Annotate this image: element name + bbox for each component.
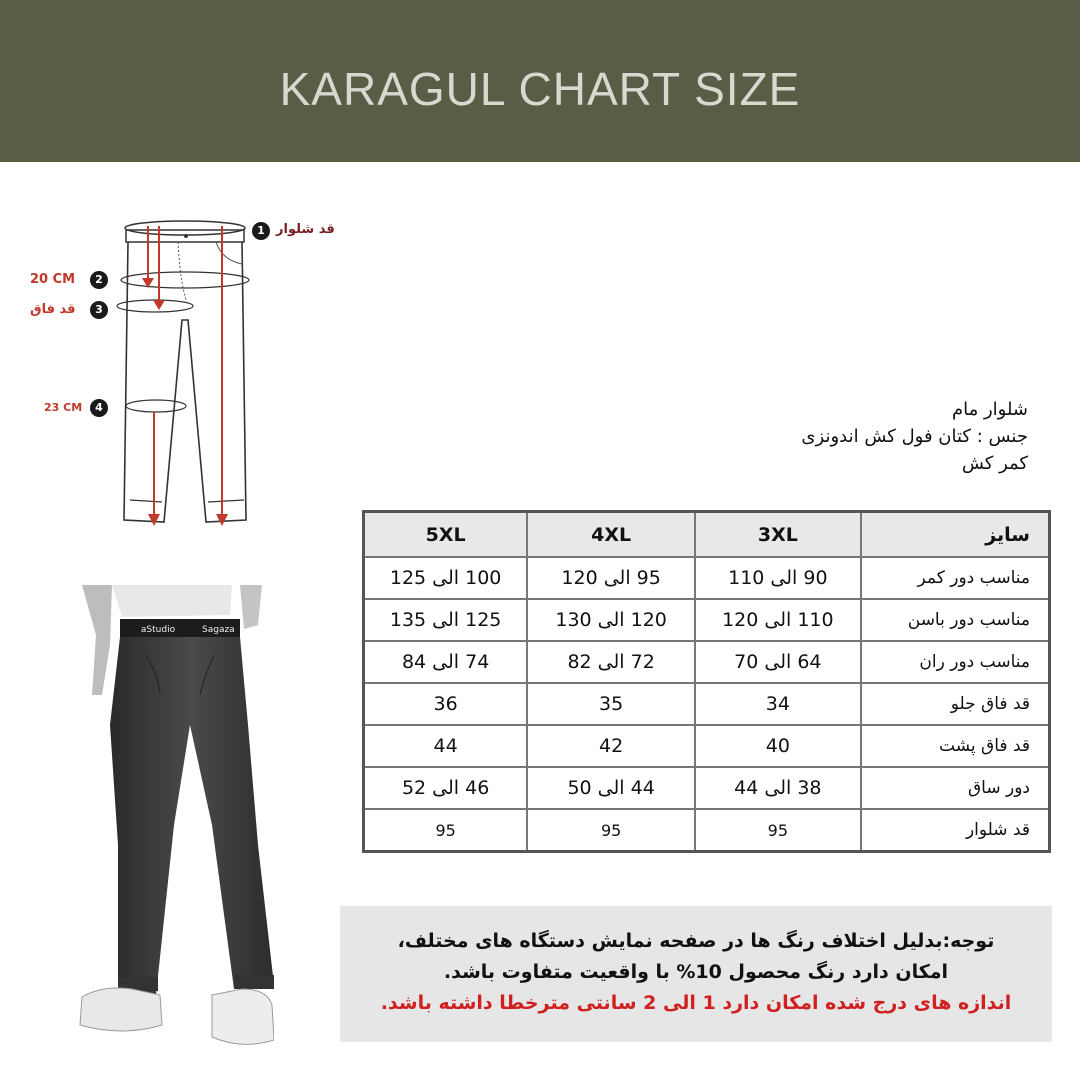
header-5xl: 5XL [364,512,528,558]
cell-4xl: 72 الی 82 [527,641,695,683]
badge-4: 4 [90,399,108,417]
cell-4xl: 95 [527,809,695,852]
label-pants-length: قد شلوار [276,222,335,237]
model-photo [62,585,274,1065]
cell-4xl: 35 [527,683,695,725]
cell-5xl: 46 الی 52 [364,767,528,809]
cell-3xl: 64 الی 70 [695,641,861,683]
label-hip-cm: 20 CM [30,272,76,287]
row-label: قد فاق جلو [861,683,1050,725]
badge-1: 1 [252,222,270,240]
table-row [364,809,1050,852]
cell-3xl: 110 الی 120 [695,599,861,641]
header-size: سایز [861,512,1050,558]
row-label: مناسب دور ران [861,641,1050,683]
cell-4xl: 95 الی 120 [527,557,695,599]
pants-measurement-diagram [20,200,360,540]
cell-3xl: 40 [695,725,861,767]
table-row [364,557,1050,599]
row-label: دور ساق [861,767,1050,809]
table-row [364,767,1050,809]
product-material: جنس : کتان فول کش اندونزی [801,426,1028,447]
table-row [364,641,1050,683]
header-4xl: 4XL [527,512,695,558]
label-rise: قد فاق [30,302,76,317]
note-warning-line: اندازه های درج شده امکان دارد 1 الی 2 سانتی مترخطا داشته باشد. [380,992,1012,1014]
page-title: KARAGUL CHART SIZE [279,63,801,115]
row-label: قد شلوار [861,809,1050,852]
table-row [364,683,1050,725]
waistband-text-left: aStudio [140,625,176,635]
cell-5xl: 100 الی 125 [364,557,528,599]
cell-4xl: 120 الی 130 [527,599,695,641]
cell-5xl: 44 [364,725,528,767]
cell-4xl: 44 الی 50 [527,767,695,809]
note-line-2: امکان دارد رنگ محصول 10% با واقعیت متفاوت باشد. [443,961,949,983]
waistband-text-right: Sagaza [202,625,235,635]
row-label: مناسب دور باسن [861,599,1050,641]
row-label: مناسب دور کمر [861,557,1050,599]
badge-3: 3 [90,301,108,319]
header-banner [0,0,1080,162]
label-thigh-cm: 23 CM [44,401,83,414]
cell-3xl: 34 [695,683,861,725]
product-waist: کمر کش [961,453,1028,474]
table-row [364,725,1050,767]
table-header-row [364,512,1050,558]
header-3xl: 3XL [695,512,861,558]
cell-5xl: 36 [364,683,528,725]
cell-5xl: 74 الی 84 [364,641,528,683]
cell-5xl: 95 [364,809,528,852]
cell-3xl: 90 الی 110 [695,557,861,599]
cell-3xl: 38 الی 44 [695,767,861,809]
table-row [364,599,1050,641]
row-label: قد فاق پشت [861,725,1050,767]
cell-3xl: 95 [695,809,861,852]
size-table [362,510,1051,853]
model-figure-icon [62,585,274,1065]
product-name: شلوار مام [951,399,1028,420]
badge-2: 2 [90,271,108,289]
note-box [340,906,1052,1042]
pants-outline-icon [20,200,360,540]
product-info [668,396,1028,477]
note-line-1: توجه:بدلیل اختلاف رنگ ها در صفحه نمایش دستگاه های مختلف، [397,930,995,952]
cell-4xl: 42 [527,725,695,767]
cell-5xl: 125 الی 135 [364,599,528,641]
